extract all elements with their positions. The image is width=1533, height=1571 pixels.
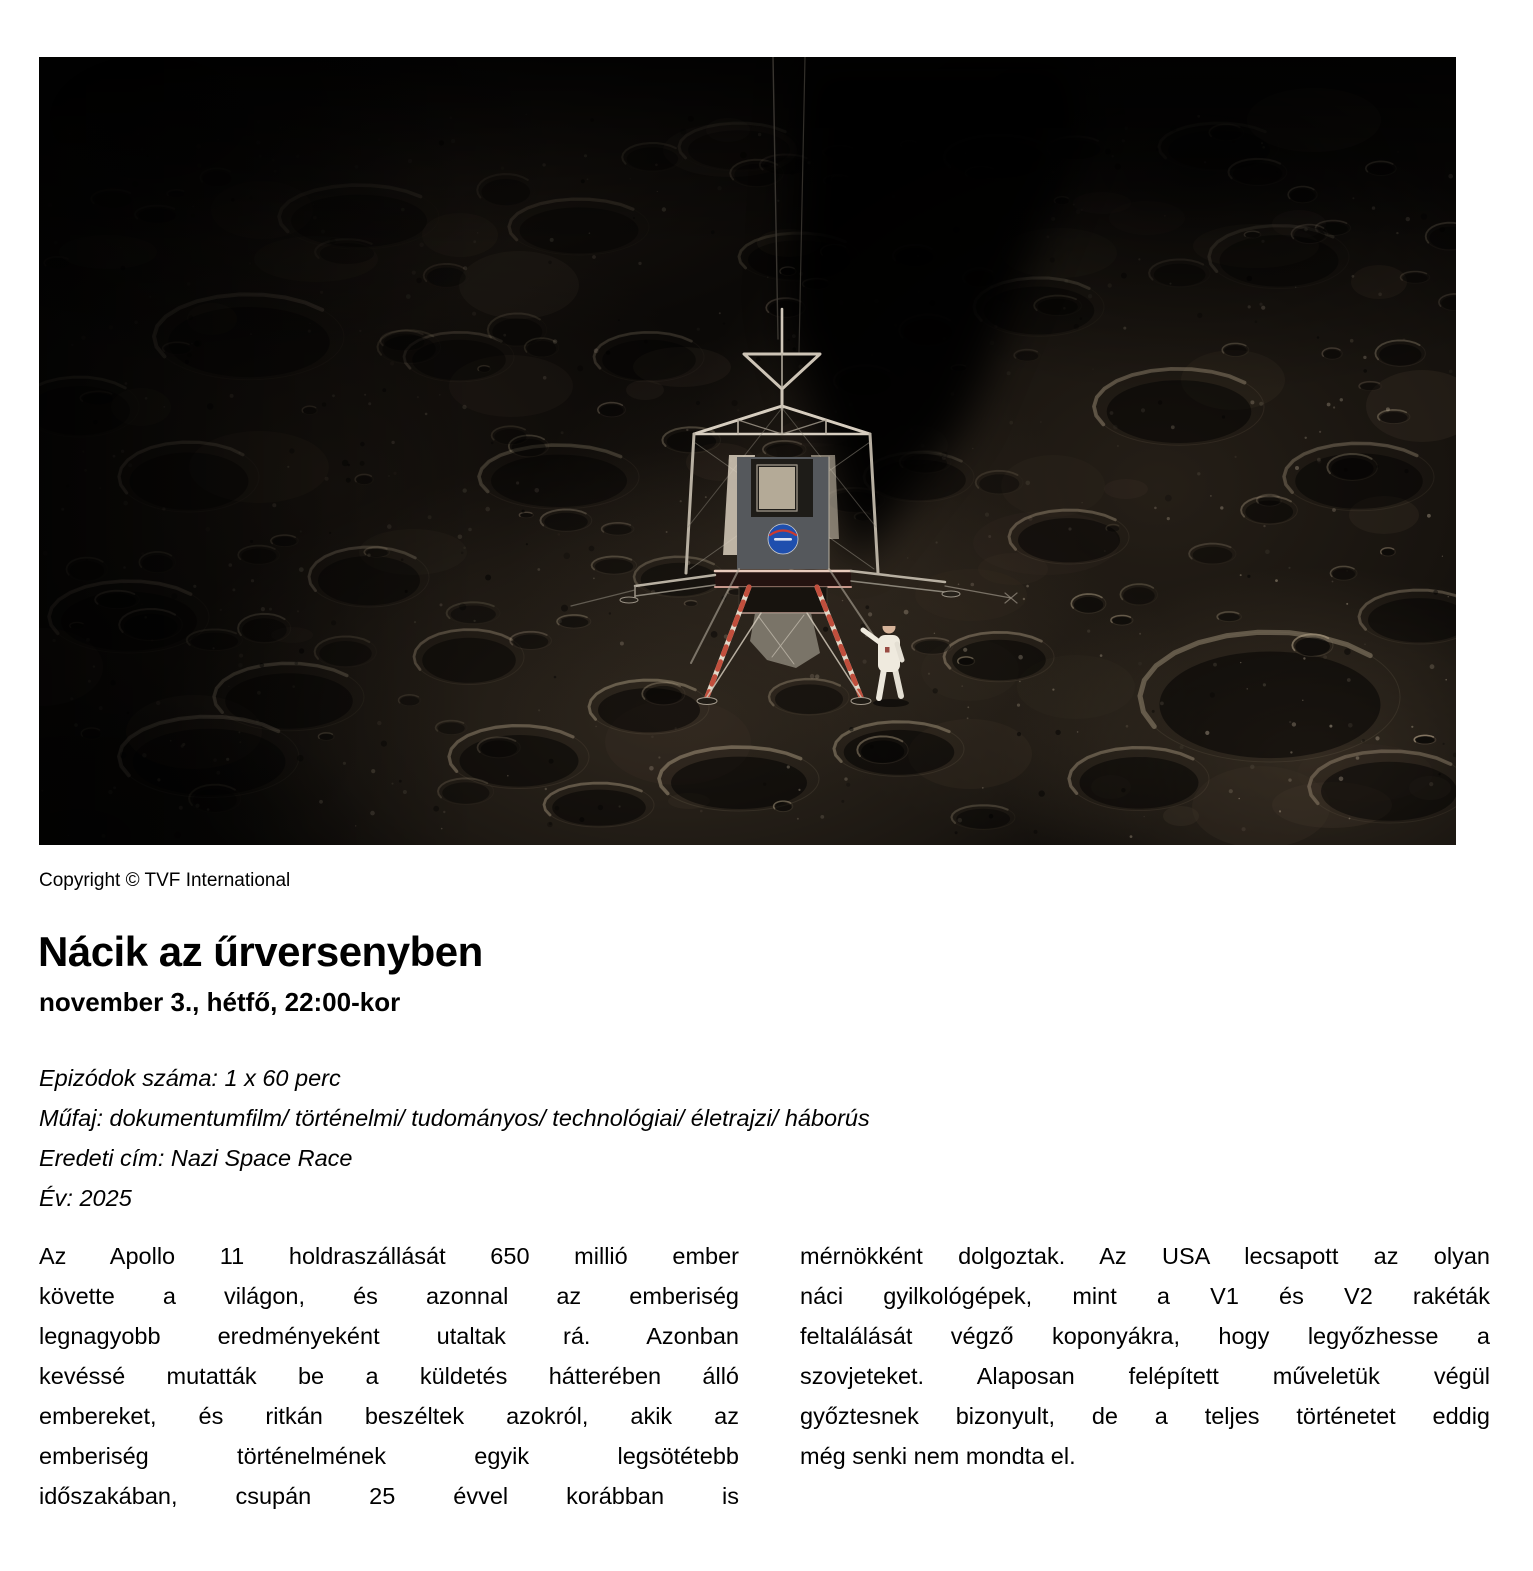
text-line: náci gyilkológépek, mint a V1 és V2 rakéták [800, 1283, 1490, 1309]
broadcast-datetime: november 3., hétfő, 22:00-kor [39, 987, 401, 1017]
text-line: még senki nem mondta el. [800, 1443, 1076, 1469]
text-line: embereket, és ritkán beszéltek azokról, akik az [39, 1403, 739, 1429]
photo-copyright: Copyright © TVF International [39, 870, 291, 891]
text-line: Epizódok száma: 1 x 60 perc [39, 1065, 341, 1091]
text-line: emberiség történelmének egyik legsötétebb [39, 1443, 739, 1469]
program-meta [39, 1058, 1490, 1218]
text-line: feltalálását végző koponyákra, hogy legyőzhesse a [800, 1323, 1490, 1349]
text-line: időszakában, csupán 25 évvel korábban is [39, 1483, 739, 1509]
nasa-logo [768, 524, 798, 554]
platform-deck [715, 571, 851, 587]
text-line: győztesnek bizonyult, de a teljes történetet eddig [800, 1403, 1490, 1429]
text-line: Év: 2025 [39, 1185, 132, 1211]
body-text [39, 1236, 1490, 1516]
text-line: szovjeteket. Alaposan felépített műveletük végül [800, 1363, 1490, 1389]
text-line: legnagyobb eredményeként utaltak rá. Azonban [39, 1323, 739, 1349]
press-photo [39, 57, 1456, 845]
text-line: Az Apollo 11 holdraszállását 650 millió ember [39, 1243, 739, 1269]
text-line: mérnökként dolgoztak. Az USA lecsapott az olyan [800, 1243, 1490, 1269]
text-line: követte a világon, és azonnal az emberiség [39, 1283, 739, 1309]
text-line: Eredeti cím: Nazi Space Race [39, 1145, 353, 1171]
text-line: kevéssé mutatták be a küldetés hátterében álló [39, 1363, 739, 1389]
program-title: Nácik az űrversenyben [38, 928, 483, 975]
moon-photo-svg [39, 57, 1456, 845]
body-column-right [800, 1236, 1490, 1516]
cabin-window [759, 467, 795, 509]
text-line: Műfaj: dokumentumfilm/ történelmi/ tudományos/ technológiai/ életrajzi/ háborús [39, 1105, 870, 1131]
body-column-left [39, 1236, 739, 1516]
